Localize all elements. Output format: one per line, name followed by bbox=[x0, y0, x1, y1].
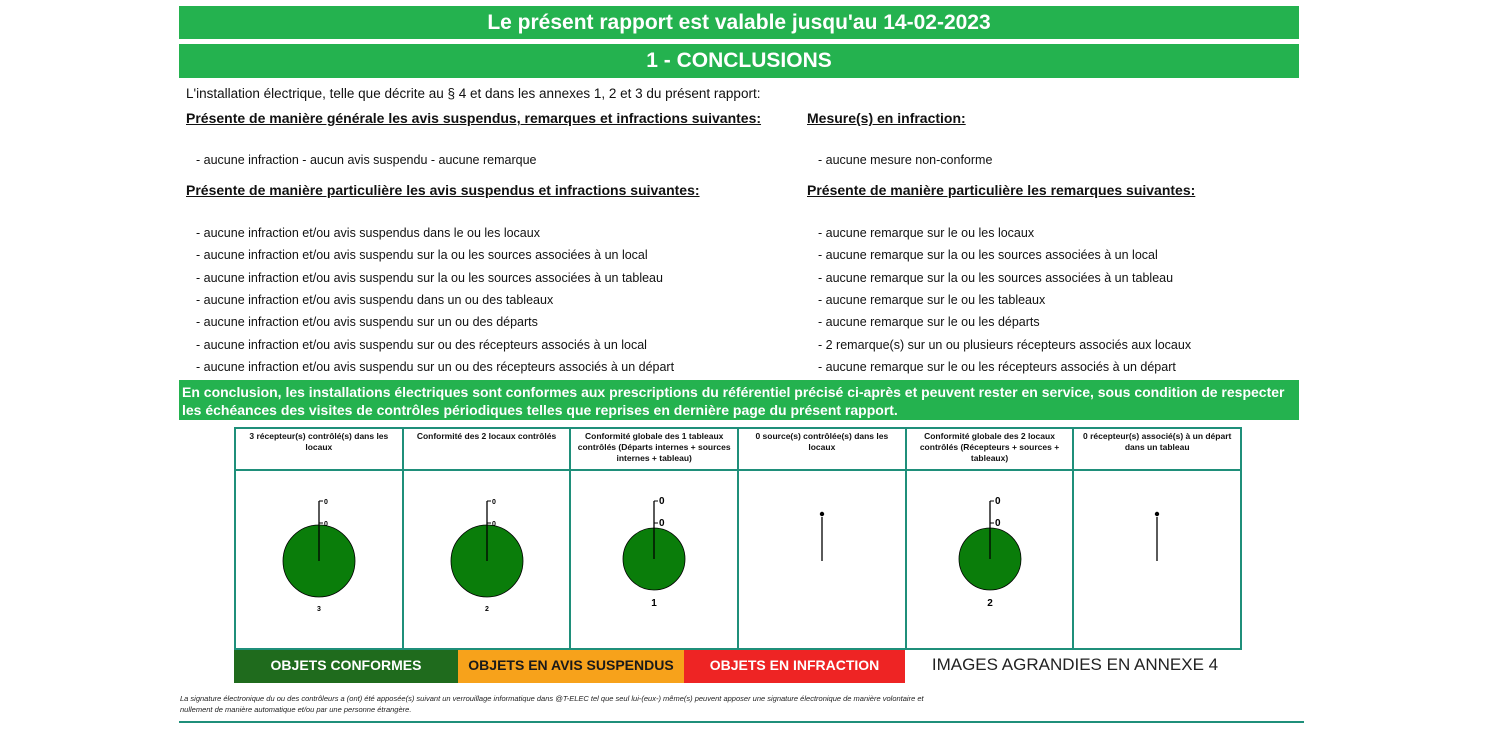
intro-text: L'installation électrique, telle que décrite au § 4 et dans les annexes 1, 2 et 3 du présent rapport: bbox=[186, 86, 761, 101]
chart-cell bbox=[236, 429, 404, 648]
right-list-item: - aucune remarque sur la ou les sources associées à un tableau bbox=[818, 270, 1174, 285]
pie-chart bbox=[739, 473, 905, 649]
chart-title: 0 source(s) contrôlée(s) dans les locaux bbox=[739, 429, 905, 471]
total-label: 2 bbox=[986, 598, 993, 609]
general-item: - aucune infraction - aucun avis suspendu - aucune remarque bbox=[196, 153, 537, 167]
left-list-item: - aucune infraction et/ou avis suspendu sur la ou les sources associées à un local bbox=[196, 248, 648, 263]
chart-title: 0 récepteur(s) associé(s) à un départ dans un tableau bbox=[1074, 429, 1240, 471]
zero-label: 0 bbox=[994, 518, 1001, 529]
total-label: 2 bbox=[484, 606, 489, 613]
legend-conformes: OBJETS CONFORMES bbox=[234, 650, 458, 683]
empty-dot bbox=[820, 512, 824, 516]
chart-title: Conformité des 2 locaux contrôlés bbox=[404, 429, 570, 471]
chart-title: Conformité globale des 1 tableaux contrôlés (Départs internes + sources internes + tableau) bbox=[571, 429, 737, 471]
right-list-item: - aucune remarque sur le ou les locaux bbox=[818, 226, 1035, 240]
right-list-item: - 2 remarque(s) sur un ou plusieurs récepteurs associés aux locaux bbox=[818, 337, 1192, 352]
right-list-item: - aucune remarque sur la ou les sources associées à un local bbox=[818, 248, 1158, 263]
pie-chart bbox=[907, 473, 1073, 649]
general-heading: Présente de manière générale les avis suspendus, remarques et infractions suivantes: bbox=[186, 110, 762, 126]
right-list-item: - aucune remarque sur le ou les départs bbox=[818, 315, 1040, 330]
charts-table bbox=[234, 427, 1242, 650]
pie-chart bbox=[404, 473, 570, 649]
chart-cell bbox=[571, 429, 739, 648]
pie-chart bbox=[1074, 473, 1240, 649]
legend-infraction: OBJETS EN INFRACTION bbox=[684, 650, 905, 683]
total-label: 3 bbox=[317, 606, 321, 613]
left-list-item: - aucune infraction et/ou avis suspendu sur ou des récepteurs associés à un local bbox=[196, 337, 647, 352]
zero-label: 0 bbox=[491, 521, 496, 528]
signature-footnote: La signature électronique du ou des contrôleurs a (ont) été apposée(s) suivant un verrouillage informatique dans @T-ELEC tel que seul lui-(eux-) même(s) peuvent apposer une signature électronique de manière volontaire et nullement de manière automatique et/ou par une personne étrangère. bbox=[180, 694, 924, 714]
legend-annexe: IMAGES AGRANDIES EN ANNEXE 4 bbox=[905, 650, 1245, 683]
right-list-item: - aucune remarque sur le ou les récepteurs associés à un départ bbox=[818, 359, 1176, 374]
validity-banner: Le présent rapport est valable jusqu'au 14-02-2023 bbox=[179, 6, 1299, 39]
total-label: 1 bbox=[651, 598, 658, 609]
measures-item: - aucune mesure non-conforme bbox=[818, 153, 993, 167]
left-list-item: - aucune infraction et/ou avis suspendu sur un ou des départs bbox=[196, 315, 538, 330]
right-list-item: - aucune remarque sur le ou les tableaux bbox=[818, 292, 1046, 307]
left-list-item: - aucune infraction et/ou avis suspendu sur la ou les sources associées à un tableau bbox=[196, 270, 663, 285]
left-list-item: - aucune infraction et/ou avis suspendu sur un ou des récepteurs associés à un départ bbox=[196, 359, 675, 374]
chart-cell bbox=[404, 429, 572, 648]
zero-label: 0 bbox=[659, 496, 665, 507]
bottom-divider bbox=[179, 721, 1304, 723]
chart-title: 3 récepteur(s) contrôlé(s) dans les locaux bbox=[236, 429, 402, 471]
particular-heading: Présente de manière particulière les avis suspendus et infractions suivantes: bbox=[186, 182, 700, 198]
zero-label: 0 bbox=[659, 518, 665, 529]
pie-chart bbox=[571, 473, 737, 649]
remarks-heading: Présente de manière particulière les remarques suivantes: bbox=[807, 182, 1196, 198]
section-title: 1 - CONCLUSIONS bbox=[179, 44, 1299, 78]
legend-suspendu: OBJETS EN AVIS SUSPENDUS bbox=[458, 650, 684, 683]
left-list-item: - aucune infraction et/ou avis suspendus dans le ou les locaux bbox=[196, 226, 540, 240]
conclusion-banner: En conclusion, les installations électriques sont conformes aux prescriptions du référentiel précisé ci-après et peuvent rester en service, sous condition de respecter les échéances des visites de contrôles périodiques telles que reprises en dernière page du présent rapport. bbox=[179, 380, 1299, 420]
chart-cell bbox=[1074, 429, 1240, 648]
chart-cell bbox=[739, 429, 907, 648]
empty-dot bbox=[1155, 512, 1159, 516]
zero-label: 0 bbox=[994, 496, 1001, 507]
pie-chart bbox=[236, 473, 402, 649]
zero-label: 0 bbox=[324, 521, 328, 528]
zero-label: 0 bbox=[491, 499, 496, 506]
zero-label: 0 bbox=[324, 499, 328, 506]
measures-heading: Mesure(s) en infraction: bbox=[807, 110, 966, 126]
chart-cell bbox=[907, 429, 1075, 648]
left-list-item: - aucune infraction et/ou avis suspendu dans un ou des tableaux bbox=[196, 292, 554, 307]
chart-title: Conformité globale des 2 locaux contrôlés (Récepteurs + sources + tableaux) bbox=[907, 429, 1073, 471]
